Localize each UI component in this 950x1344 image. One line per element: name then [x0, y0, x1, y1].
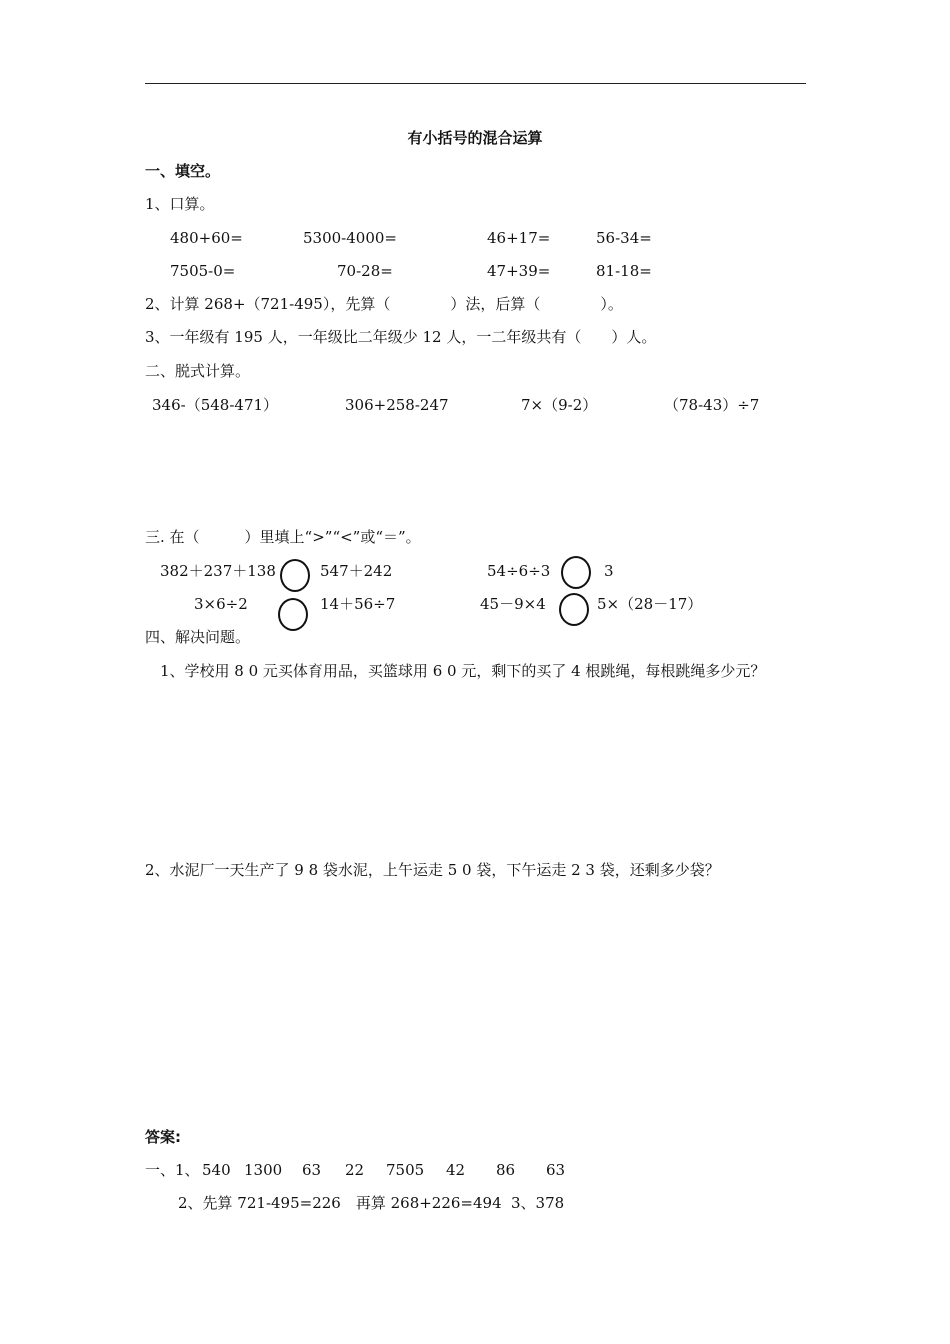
- problem-2: 2、水泥厂一天生产了 9 8 袋水泥，上午运走 5 0 袋，下午运走 2 3 袋，还剩多少袋？: [145, 861, 720, 879]
- oral-calc-item: 480+60=: [170, 229, 243, 247]
- q1-label: 1、口算。: [145, 195, 215, 213]
- compare-circle[interactable]: [278, 598, 308, 631]
- section2-heading: 二、脱式计算。: [145, 362, 251, 380]
- compare-circle[interactable]: [559, 593, 589, 626]
- oral-calc-item: 70-28=: [337, 262, 393, 280]
- oral-calc-item: 47+39=: [487, 262, 551, 280]
- compare-right: 3: [604, 562, 614, 580]
- section4-heading: 四、解决问题。: [145, 628, 251, 646]
- answer-value: 63: [546, 1161, 566, 1179]
- answer-value: 22: [345, 1161, 365, 1179]
- compare-left: 382＋237＋138: [160, 562, 276, 580]
- compare-left: 54÷6÷3: [487, 562, 551, 580]
- question-3: 3、一年级有 195 人，一年级比二年级少 12 人，一二年级共有（ ）人。: [145, 328, 657, 346]
- answer-value: 86: [496, 1161, 516, 1179]
- oral-calc-item: 81-18=: [596, 262, 652, 280]
- expression-item: 346-（548-471）: [152, 396, 279, 414]
- section3-heading: 三. 在（ ）里填上“>”“<”或“＝”。: [145, 528, 421, 546]
- section1-heading: 一、填空。: [145, 162, 221, 180]
- compare-left: 3×6÷2: [194, 595, 248, 613]
- question-2: 2、计算 268+（721-495），先算（ ）法，后算（ ）。: [145, 295, 623, 313]
- expression-item: 306+258-247: [345, 396, 449, 414]
- answer-value: 7505: [386, 1161, 425, 1179]
- expression-item: （78-43）÷7: [664, 396, 760, 414]
- oral-calc-item: 5300-4000=: [303, 229, 397, 247]
- oral-calc-item: 56-34=: [596, 229, 652, 247]
- compare-circle[interactable]: [561, 556, 591, 589]
- answers-heading: 答案:: [145, 1128, 181, 1146]
- oral-calc-item: 46+17=: [487, 229, 551, 247]
- answers-line1-prefix: 一、1、: [145, 1161, 200, 1179]
- page-title: 有小括号的混合运算: [407, 129, 543, 147]
- answers-line2-b: 3、378: [511, 1194, 565, 1212]
- compare-right: 14＋56÷7: [320, 595, 396, 613]
- header-rule: [145, 83, 806, 84]
- compare-right: 5×（28－17）: [597, 595, 703, 613]
- compare-circle[interactable]: [280, 559, 310, 592]
- answer-value: 540: [202, 1161, 231, 1179]
- answer-value: 42: [446, 1161, 466, 1179]
- problem-1: 1、学校用 8 0 元买体育用品，买篮球用 6 0 元，剩下的买了 4 根跳绳，每根跳绳多少元？: [160, 662, 766, 680]
- expression-item: 7×（9-2）: [521, 396, 598, 414]
- oral-calc-item: 7505-0=: [170, 262, 236, 280]
- answers-line2: 2、先算 721-495=226 再算 268+226=494: [178, 1194, 502, 1212]
- compare-left: 45－9×4: [480, 595, 546, 613]
- answer-value: 63: [302, 1161, 322, 1179]
- compare-right: 547＋242: [320, 562, 393, 580]
- answer-value: 1300: [244, 1161, 283, 1179]
